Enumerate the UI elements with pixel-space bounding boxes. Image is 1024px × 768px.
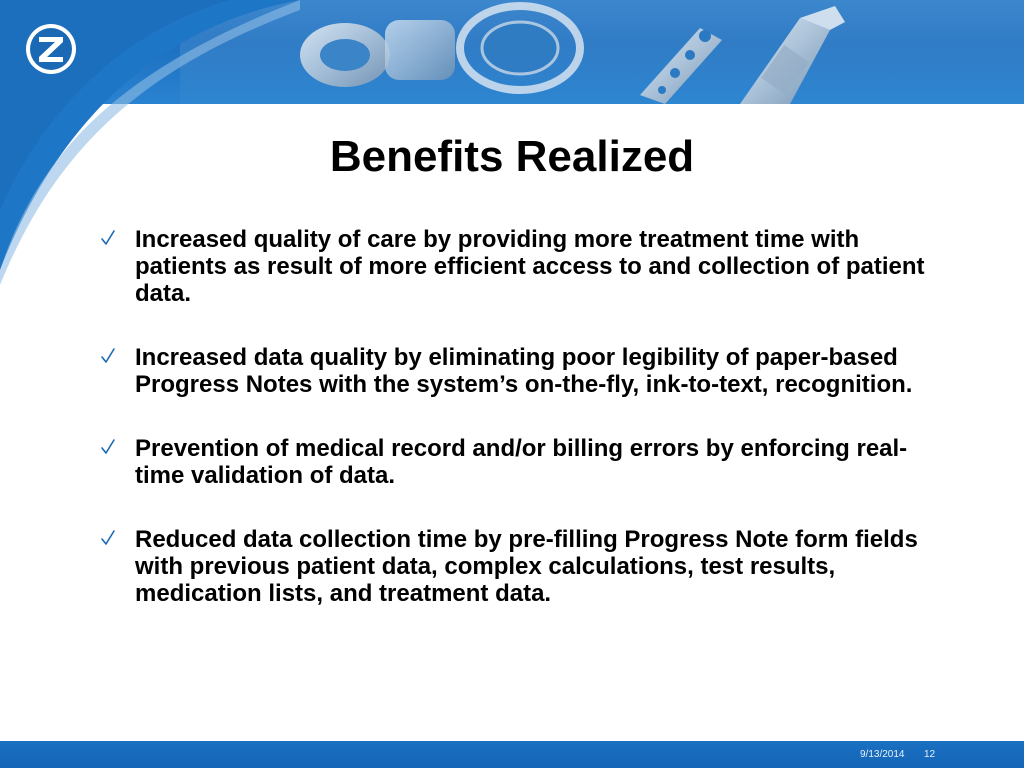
- list-item: [95, 344, 925, 398]
- benefits-list: [95, 226, 925, 644]
- bullet-text: Increased data quality by eliminating poor legibility of paper-based Progress Notes with the system’s on-the-fly, ink-to-text, recognition.: [135, 344, 913, 398]
- checkmark-icon: [100, 438, 116, 456]
- checkmark-icon: [100, 229, 116, 247]
- list-item: [95, 226, 925, 307]
- bullet-text: Prevention of medical record and/or billing errors by enforcing real-time validation of data.: [135, 435, 908, 489]
- footer-date: 9/13/2014: [860, 749, 905, 760]
- checkmark-icon: [100, 347, 116, 365]
- list-item: [95, 435, 925, 489]
- slide-title: Benefits Realized: [329, 132, 695, 181]
- page-number: 12: [924, 749, 936, 760]
- list-item: [95, 526, 925, 607]
- bullet-text: Reduced data collection time by pre-filling Progress Note form fields with previous patient data, complex calculations, test results, medication lists, and treatment data.: [135, 526, 918, 607]
- checkmark-icon: [100, 529, 116, 547]
- zimmer-z-logo-icon: [24, 22, 78, 76]
- bullet-text: Increased quality of care by providing more treatment time with patients as result of more efficient access to and collection of patient data.: [135, 226, 925, 307]
